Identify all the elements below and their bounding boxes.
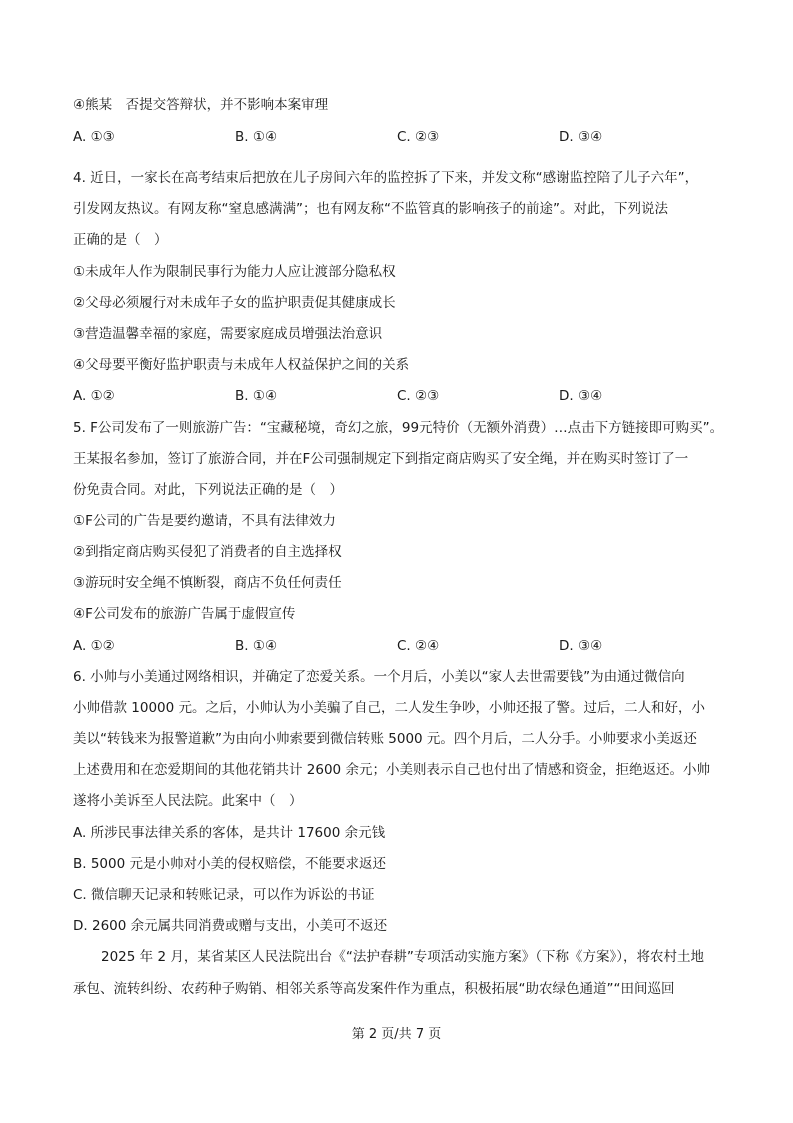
q3-option-d: D. ③④ [559,129,603,145]
q3-option-a: A. ①③ [73,129,115,145]
q5-stem-line-2: 王某报名参加，签订了旅游合同，并在F公司强制规定下到指定商店购买了安全绳，并在购买时签订了一 [73,451,689,467]
q5-item-2: ②到指定商店购买侵犯了消费者的自主选择权 [73,544,342,560]
q6-stem-line-2: 小帅借款 10000 元。之后，小帅认为小美骗了自己，二人发生争吵，小帅还报了警。过后，二人和好，小 [73,700,706,716]
q5-item-1: ①F公司的广告是要约邀请，不具有法律效力 [73,513,336,529]
q4-item-1: ①未成年人作为限制民事行为能力人应让渡部分隐私权 [73,264,396,280]
material-line-1: 2025 年 2 月，某省某区人民法院出台《“法护春耕”专项活动实施方案》（下称《方案》），将农村土地 [101,949,705,965]
q3-option-b: B. ①④ [235,129,278,145]
q6-choice-a: A. 所涉民事法律关系的客体，是共计 17600 余元钱 [73,825,386,841]
q4-option-a: A. ①② [73,388,115,404]
q5-option-b: B. ①④ [235,638,278,654]
page-number-footer: 第 2 页/共 7 页 [351,1027,442,1042]
q3-item-4: ④熊某 否提交答辩状，并不影响本案审理 [73,97,329,113]
q4-item-2: ②父母必须履行对未成年子女的监护职责促其健康成长 [73,295,396,311]
q4-option-c: C. ②③ [397,388,440,404]
q5-stem-line-3: 份免责合同。对此，下列说法正确的是（ ） [73,482,343,498]
q4-stem-line-2: 引发网友热议。有网友称“窒息感满满”；也有网友称“不监管真的影响孩子的前途”。对此，下列说法 [73,201,668,217]
q4-option-d: D. ③④ [559,388,603,404]
q5-option-a: A. ①② [73,638,115,654]
q5-item-3: ③游玩时安全绳不慎断裂，商店不负任何责任 [73,575,342,591]
q6-choice-d: D. 2600 余元属共同消费或赠与支出，小美可不返还 [73,918,388,934]
q4-item-4: ④父母要平衡好监护职责与未成年人权益保护之间的关系 [73,357,410,373]
q6-stem-line-4: 上述费用和在恋爱期间的其他花销共计 2600 余元；小美则表示自己也付出了情感和资金，拒绝返还。小帅 [73,762,710,778]
q6-stem-line-3: 美以“转钱来为报警道歉”为由向小帅索要到微信转账 5000 元。四个月后，二人分手。小帅要求小美返还 [73,731,697,747]
q5-stem-line-1: 5. F公司发布了一则旅游广告：“宝藏秘境，奇幻之旅，99元特价（无额外消费）…点击下方链接即可购买”。 [73,420,724,436]
q6-choice-b: B. 5000 元是小帅对小美的侵权赔偿，不能要求返还 [73,856,386,872]
q4-stem-line-1: 4. 近日，一家长在高考结束后把放在儿子房间六年的监控拆了下来，并发文称“感谢监控陪了儿子六年”， [73,170,699,186]
q4-stem-line-3: 正确的是（ ） [73,232,168,248]
q5-option-d: D. ③④ [559,638,603,654]
q4-option-b: B. ①④ [235,388,278,404]
q6-stem-line-1: 6. 小帅与小美通过网络相识，并确定了恋爱关系。一个月后，小美以“家人去世需要钱”为由通过微信向 [73,669,685,685]
q5-item-4: ④F公司发布的旅游广告属于虚假宣传 [73,606,296,622]
q5-option-c: C. ②④ [397,638,440,654]
q3-option-c: C. ②③ [397,129,440,145]
q6-choice-c: C. 微信聊天记录和转账记录，可以作为诉讼的书证 [73,887,375,903]
q4-item-3: ③营造温馨幸福的家庭，需要家庭成员增强法治意识 [73,326,383,342]
q6-stem-line-5: 遂将小美诉至人民法院。此案中（ ） [73,793,303,809]
material-line-2: 承包、流转纠纷、农药种子购销、相邻关系等高发案件作为重点，积极拓展“助农绿色通道”“田间巡回 [73,981,675,997]
